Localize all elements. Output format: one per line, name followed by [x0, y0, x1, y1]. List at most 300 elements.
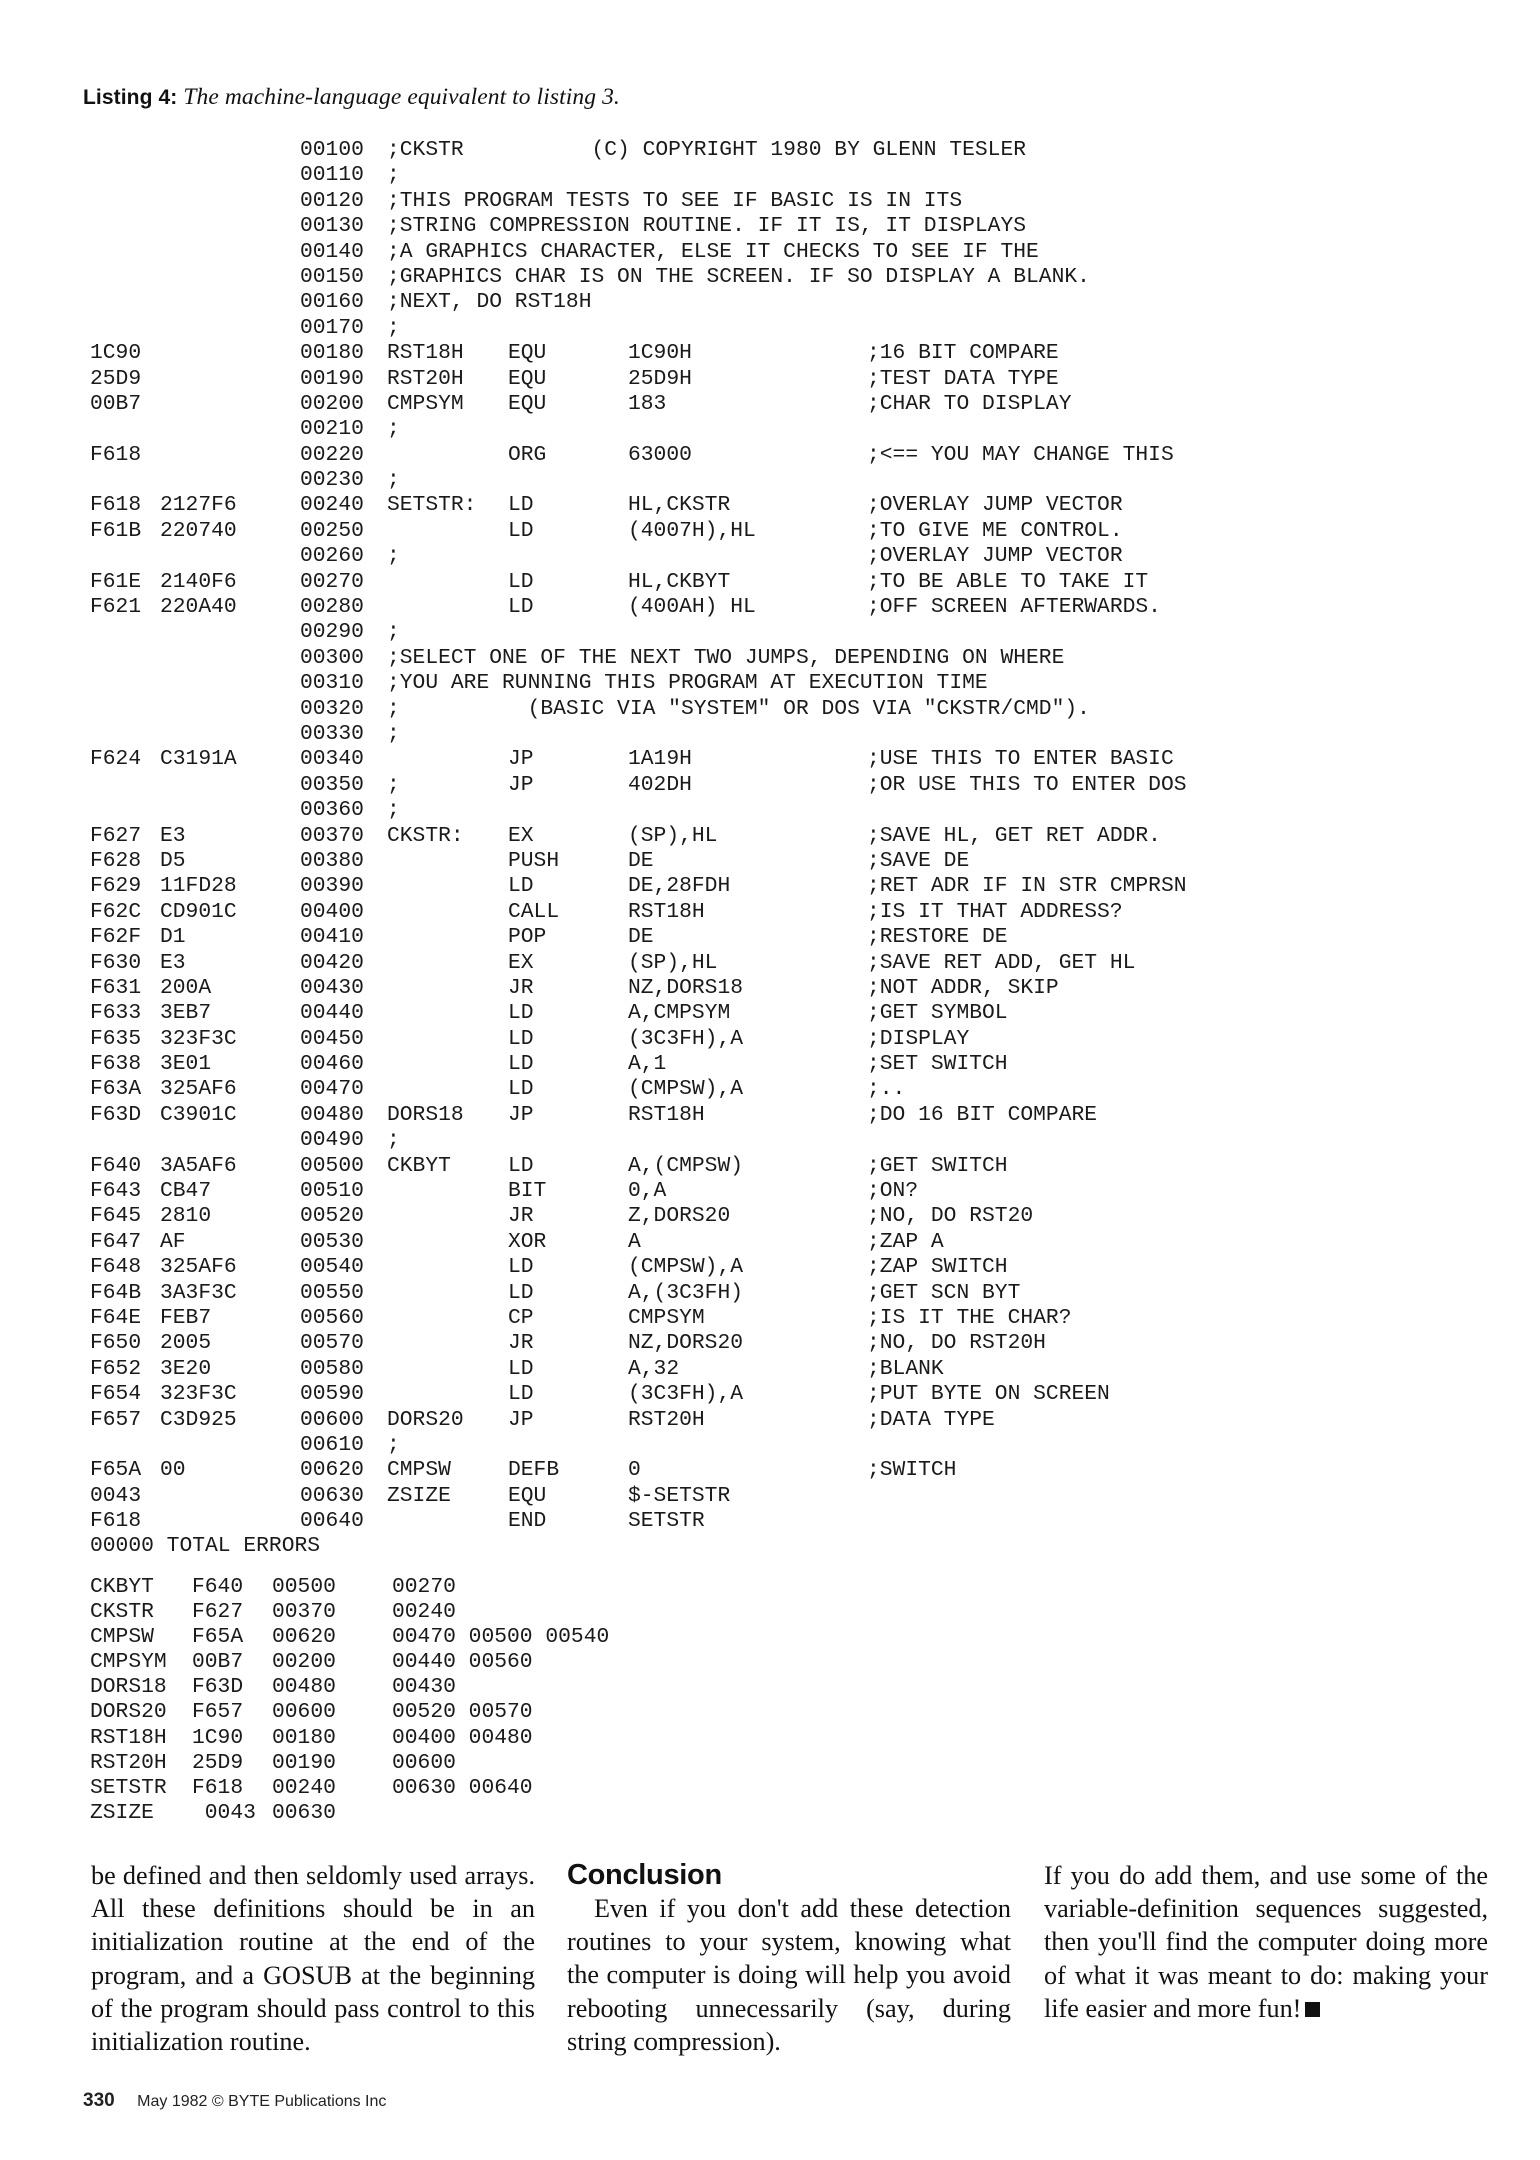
listing-ln: 00470 [300, 1077, 364, 1102]
listing-arg: 25D9H [628, 366, 692, 391]
listing-ln: 00570 [300, 1331, 364, 1356]
listing-op: BIT [508, 1179, 547, 1204]
listing-cmt: ;<== YOU MAY CHANGE THIS [867, 442, 1174, 467]
listing-cmt: ;GET SWITCH [867, 1153, 1008, 1178]
listing-code: C3901C [160, 1102, 237, 1127]
listing-cmt: ;TEST DATA TYPE [867, 366, 1059, 391]
conclusion-heading: Conclusion [567, 1859, 722, 1891]
listing-ln: 00320 [300, 696, 364, 721]
listing-ln: 00270 [300, 569, 364, 594]
xref-val: F657 [192, 1700, 244, 1725]
xref-line: 00630 [272, 1800, 336, 1825]
listing-code: 325AF6 [160, 1255, 237, 1280]
listing-code: 11FD28 [160, 874, 237, 899]
listing-arg: RST20H [628, 1407, 705, 1432]
listing-long: ; [387, 468, 400, 493]
listing-lbl: ; [387, 544, 400, 569]
body-column-3 [1044, 1859, 1488, 2025]
body-column-1 [91, 1859, 535, 2058]
listing-arg: 63000 [628, 442, 692, 467]
listing-op: LD [508, 595, 534, 620]
listing-ln: 00410 [300, 925, 364, 950]
listing-op: CP [508, 1305, 534, 1330]
listing-op: EQU [508, 1483, 547, 1508]
listing-arg: A [628, 1229, 641, 1254]
listing-arg: DE [628, 925, 654, 950]
listing-arg: (CMPSW),A [628, 1077, 744, 1102]
listing-ln: 00400 [300, 899, 364, 924]
listing-cmt: ;DISPLAY [867, 1026, 970, 1051]
listing-arg: Z,DORS20 [628, 1204, 731, 1229]
listing-ln: 00530 [300, 1229, 364, 1254]
listing-op: ORG [508, 442, 547, 467]
listing-ln: 00340 [300, 747, 364, 772]
listing-op: EQU [508, 366, 547, 391]
listing-op: LD [508, 1052, 534, 1077]
listing-ln: 00120 [300, 188, 364, 213]
xref-refs: 00440 00560 [392, 1650, 533, 1675]
listing-ln: 00130 [300, 214, 364, 239]
listing-cmt: ;ON? [867, 1179, 919, 1204]
listing-addr: F621 [90, 595, 142, 620]
xref-line: 00200 [272, 1650, 336, 1675]
listing-code: 3EB7 [160, 1001, 212, 1026]
listing-ln: 00260 [300, 544, 364, 569]
listing-code: 323F3C [160, 1026, 237, 1051]
listing-arg: DE [628, 848, 654, 873]
listing-arg: HL,CKBYT [628, 569, 731, 594]
listing-code: D5 [160, 848, 186, 873]
listing-op: LD [508, 569, 534, 594]
listing-cmt: ;PUT BYTE ON SCREEN [867, 1382, 1110, 1407]
xref-sym: CKBYT [90, 1575, 154, 1599]
xref-refs: 00400 00480 [392, 1725, 533, 1750]
xref-sym: DORS18 [90, 1675, 167, 1700]
listing-code: 325AF6 [160, 1077, 237, 1102]
listing-ln: 00370 [300, 823, 364, 848]
listing-op: EQU [508, 341, 547, 366]
listing-arg: A,32 [628, 1356, 680, 1381]
listing-arg: (3C3FH),A [628, 1382, 744, 1407]
listing-lbl: ZSIZE [387, 1483, 451, 1508]
xref-val: F627 [192, 1600, 244, 1625]
listing-op: LD [508, 1077, 534, 1102]
listing-ln: 00240 [300, 493, 364, 518]
xref-val: F63D [192, 1675, 244, 1700]
listing-lbl: CKSTR: [387, 823, 464, 848]
listing-arg: DE,28FDH [628, 874, 731, 899]
listing-addr: F631 [90, 975, 142, 1000]
listing-long: ; [387, 417, 400, 442]
listing-lbl: DORS20 [387, 1407, 464, 1432]
xref-refs: 00520 00570 [392, 1700, 533, 1725]
listing-addr: F647 [90, 1229, 142, 1254]
listing-addr: F633 [90, 1001, 142, 1026]
listing-ln: 00560 [300, 1305, 364, 1330]
xref-line: 00240 [272, 1775, 336, 1800]
listing-op: EX [508, 823, 534, 848]
listing-ln: 00250 [300, 518, 364, 543]
listing-long: ;CKSTR (C) COPYRIGHT 1980 BY GLENN TESLER [387, 138, 1027, 162]
listing-cmt: ;SAVE HL, GET RET ADDR. [867, 823, 1161, 848]
xref-sym: CMPSYM [90, 1650, 167, 1675]
listing-ln: 00360 [300, 798, 364, 823]
paragraph-final-text: If you do add them, and use some of the variable-definition sequences suggested, then you'll find the computer doing more of what it was meant to do: making your life easier and more fun! [1044, 1861, 1488, 2023]
listing-ln: 00520 [300, 1204, 364, 1229]
listing-addr: F648 [90, 1255, 142, 1280]
listing-cmt: ;.. [867, 1077, 906, 1102]
listing-lbl: ; [387, 772, 400, 797]
xref-sym: SETSTR [90, 1775, 167, 1800]
listing-arg: A,CMPSYM [628, 1001, 731, 1026]
listing-ln: 00150 [300, 264, 364, 289]
xref-val: F618 [192, 1775, 244, 1800]
listing-ln: 00290 [300, 620, 364, 645]
listing-long: ; [387, 798, 400, 823]
listing-arg: (4007H),HL [628, 518, 756, 543]
listing-op: JR [508, 1204, 534, 1229]
listing-ln: 00430 [300, 975, 364, 1000]
listing-ln: 00110 [300, 163, 364, 188]
listing-ln: 00610 [300, 1432, 364, 1457]
listing-caption [83, 84, 620, 111]
listing-ln: 00300 [300, 645, 364, 670]
listing-arg: NZ,DORS18 [628, 975, 744, 1000]
listing-ln: 00630 [300, 1483, 364, 1508]
listing-cmt: ;BLANK [867, 1356, 944, 1381]
listing-addr: F63A [90, 1077, 142, 1102]
listing-code: C3D925 [160, 1407, 237, 1432]
xref-refs: 00240 [392, 1600, 456, 1625]
listing-addr: F654 [90, 1382, 142, 1407]
xref-sym: RST20H [90, 1750, 167, 1775]
listing-arg: 402DH [628, 772, 692, 797]
listing-addr: F652 [90, 1356, 142, 1381]
listing-ln: 00100 [300, 138, 364, 162]
listing-cmt: ;16 BIT COMPARE [867, 341, 1059, 366]
xref-line: 00370 [272, 1600, 336, 1625]
listing-arg: (3C3FH),A [628, 1026, 744, 1051]
listing-addr: F61B [90, 518, 142, 543]
xref-val: 0043 [192, 1800, 256, 1825]
xref-refs: 00600 [392, 1750, 456, 1775]
listing-op: JP [508, 747, 534, 772]
listing-code: E3 [160, 823, 186, 848]
listing-op: POP [508, 925, 547, 950]
listing-cmt: ;OR USE THIS TO ENTER DOS [867, 772, 1187, 797]
total-errors: 00000 TOTAL ERRORS [90, 1534, 321, 1559]
listing-op: CALL [508, 899, 560, 924]
listing-cmt: ;SET SWITCH [867, 1052, 1008, 1077]
listing-op: LD [508, 1280, 534, 1305]
listing-arg: RST18H [628, 1102, 705, 1127]
listing-ln: 00500 [300, 1153, 364, 1178]
listing-ln: 00590 [300, 1382, 364, 1407]
listing-addr: F635 [90, 1026, 142, 1051]
listing-long: ; [387, 620, 400, 645]
listing-op: LD [508, 518, 534, 543]
listing-long: ; [387, 315, 400, 340]
listing-cmt: ;IS IT THAT ADDRESS? [867, 899, 1123, 924]
listing-cmt: ;USE THIS TO ENTER BASIC [867, 747, 1174, 772]
body-column-2 [567, 1859, 1011, 2058]
listing-addr: F64B [90, 1280, 142, 1305]
listing-ln: 00550 [300, 1280, 364, 1305]
listing-ln: 00540 [300, 1255, 364, 1280]
listing-long: ; (BASIC VIA "SYSTEM" OR DOS VIA "CKSTR/CMD"). [387, 696, 1090, 721]
xref-sym: DORS20 [90, 1700, 167, 1725]
listing-op: JP [508, 1407, 534, 1432]
listing-arg: 1A19H [628, 747, 692, 772]
listing-addr: F657 [90, 1407, 142, 1432]
xref-sym: CKSTR [90, 1600, 154, 1625]
listing-lbl: CMPSYM [387, 391, 464, 416]
listing-code: 2127F6 [160, 493, 237, 518]
listing-addr: F643 [90, 1179, 142, 1204]
listing-addr: F630 [90, 950, 142, 975]
listing-lbl: CKBYT [387, 1153, 451, 1178]
listing-cmt: ;OVERLAY JUMP VECTOR [867, 544, 1123, 569]
paragraph-conclusion: Even if you don't add these detection routines to your system, knowing what the computer is doing will help you avoid rebooting unnecessarily (say, during string compression). [567, 1894, 1011, 2056]
xref-line: 00180 [272, 1725, 336, 1750]
listing-cmt: ;OVERLAY JUMP VECTOR [867, 493, 1123, 518]
listing-ln: 00420 [300, 950, 364, 975]
xref-val: 00B7 [192, 1650, 244, 1675]
listing-code: 2005 [160, 1331, 212, 1356]
listing-arg: (CMPSW),A [628, 1255, 744, 1280]
listing-ln: 00230 [300, 468, 364, 493]
listing-arg: 0 [628, 1458, 641, 1483]
listing-addr: F628 [90, 848, 142, 873]
xref-line: 00190 [272, 1750, 336, 1775]
listing-lbl: SETSTR: [387, 493, 477, 518]
xref-refs: 00430 [392, 1675, 456, 1700]
listing-arg: HL,CKSTR [628, 493, 731, 518]
listing-code: 2140F6 [160, 569, 237, 594]
listing-cmt: ;ZAP A [867, 1229, 944, 1254]
listing-ln: 00200 [300, 391, 364, 416]
listing-long: ;A GRAPHICS CHARACTER, ELSE IT CHECKS TO SEE IF THE [387, 239, 1039, 264]
footer-text: May 1982 © BYTE Publications Inc [137, 2093, 387, 2110]
listing-op: LD [508, 1255, 534, 1280]
listing-op: EQU [508, 391, 547, 416]
paragraph-final [1044, 1859, 1488, 2025]
listing-cmt: ;IS IT THE CHAR? [867, 1305, 1072, 1330]
listing-cmt: ;SAVE DE [867, 848, 970, 873]
page-footer [83, 2090, 386, 2112]
listing-ln: 00460 [300, 1052, 364, 1077]
listing-cmt: ;GET SYMBOL [867, 1001, 1008, 1026]
listing-ln: 00450 [300, 1026, 364, 1051]
listing-arg: 0,A [628, 1179, 667, 1204]
listing-long: ;NEXT, DO RST18H [387, 290, 592, 315]
listing-cmt: ;CHAR TO DISPLAY [867, 391, 1072, 416]
listing-cmt: ;RET ADR IF IN STR CMPRSN [867, 874, 1187, 899]
listing-arg: A,(CMPSW) [628, 1153, 744, 1178]
xref-val: F65A [192, 1625, 244, 1650]
end-mark-icon [1305, 2002, 1320, 2017]
xref-line: 00620 [272, 1625, 336, 1650]
listing-op: END [508, 1509, 547, 1534]
listing-op: LD [508, 874, 534, 899]
listing-code: AF [160, 1229, 186, 1254]
listing-addr: F638 [90, 1052, 142, 1077]
listing-op: JP [508, 1102, 534, 1127]
listing-arg: NZ,DORS20 [628, 1331, 744, 1356]
listing-addr: F62F [90, 925, 142, 950]
listing-arg: (400AH) HL [628, 595, 756, 620]
listing-addr: F650 [90, 1331, 142, 1356]
listing-code: 3A3F3C [160, 1280, 237, 1305]
xref-refs: 00470 00500 00540 [392, 1625, 610, 1650]
listing-op: LD [508, 1026, 534, 1051]
listing-addr: F640 [90, 1153, 142, 1178]
listing-arg: (SP),HL [628, 950, 718, 975]
xref-val: F640 [192, 1575, 244, 1599]
xref-line: 00600 [272, 1700, 336, 1725]
listing-ln: 00160 [300, 290, 364, 315]
listing-arg: A,(3C3FH) [628, 1280, 744, 1305]
listing-ln: 00380 [300, 848, 364, 873]
listing-ln: 00390 [300, 874, 364, 899]
listing-ln: 00310 [300, 671, 364, 696]
listing-long: ;SELECT ONE OF THE NEXT TWO JUMPS, DEPENDING ON WHERE [387, 645, 1065, 670]
xref-val: 1C90 [192, 1725, 244, 1750]
listing-addr: F645 [90, 1204, 142, 1229]
listing-op: JR [508, 975, 534, 1000]
xref-val: 25D9 [192, 1750, 244, 1775]
listing-code: 220A40 [160, 595, 237, 620]
caption-text: The machine-language equivalent to listing 3. [183, 84, 620, 110]
listing-ln: 00180 [300, 341, 364, 366]
listing-cmt: ;RESTORE DE [867, 925, 1008, 950]
listing-ln: 00490 [300, 1128, 364, 1153]
listing-addr: 25D9 [90, 366, 142, 391]
listing-op: JR [508, 1331, 534, 1356]
listing-ln: 00210 [300, 417, 364, 442]
xref-sym: CMPSW [90, 1625, 154, 1650]
listing-op: LD [508, 1382, 534, 1407]
listing-code: CD901C [160, 899, 237, 924]
listing-ln: 00170 [300, 315, 364, 340]
listing-arg: $-SETSTR [628, 1483, 731, 1508]
listing-addr: 0043 [90, 1483, 142, 1508]
listing-arg: SETSTR [628, 1509, 705, 1534]
xref-line: 00500 [272, 1575, 336, 1599]
listing-addr: 1C90 [90, 341, 142, 366]
listing-long: ;THIS PROGRAM TESTS TO SEE IF BASIC IS IN ITS [387, 188, 963, 213]
listing-cmt: ;TO GIVE ME CONTROL. [867, 518, 1123, 543]
listing-addr: F624 [90, 747, 142, 772]
listing-addr: F618 [90, 493, 142, 518]
listing-long: ;STRING COMPRESSION ROUTINE. IF IT IS, IT DISPLAYS [387, 214, 1027, 239]
paragraph-arrays: be defined and then seldomly used arrays. All these definitions should be in an initialization routine at the end of the program, and a GOSUB at the beginning of the program should pass control to this initialization routine. [91, 1861, 535, 2057]
listing-long: ; [387, 1128, 400, 1153]
listing-lbl: RST18H [387, 341, 464, 366]
listing-code: C3191A [160, 747, 237, 772]
listing-ln: 00140 [300, 239, 364, 264]
listing-op: LD [508, 493, 534, 518]
listing-addr: F62C [90, 899, 142, 924]
listing-op: DEFB [508, 1458, 560, 1483]
listing-ln: 00350 [300, 772, 364, 797]
listing-cmt: ;DATA TYPE [867, 1407, 995, 1432]
listing-op: LD [508, 1356, 534, 1381]
listing-cmt: ;OFF SCREEN AFTERWARDS. [867, 595, 1161, 620]
listing-addr: F618 [90, 1509, 142, 1534]
listing-addr: F63D [90, 1102, 142, 1127]
listing-addr: 00B7 [90, 391, 142, 416]
xref-line: 00480 [272, 1675, 336, 1700]
listing-cmt: ;NO, DO RST20 [867, 1204, 1034, 1229]
listing-addr: F64E [90, 1305, 142, 1330]
listing-code: 3E20 [160, 1356, 212, 1381]
listing-cmt: ;NO, DO RST20H [867, 1331, 1046, 1356]
caption-label: Listing 4: [83, 86, 178, 109]
listing-op: LD [508, 1153, 534, 1178]
listing-addr: F65A [90, 1458, 142, 1483]
listing-arg: 183 [628, 391, 667, 416]
listing-cmt: ;SWITCH [867, 1458, 957, 1483]
listing-ln: 00190 [300, 366, 364, 391]
listing-ln: 00330 [300, 721, 364, 746]
xref-sym: RST18H [90, 1725, 167, 1750]
listing-cmt: ;SAVE RET ADD, GET HL [867, 950, 1136, 975]
listing-code: 2810 [160, 1204, 212, 1229]
listing-ln: 00600 [300, 1407, 364, 1432]
listing-ln: 00510 [300, 1179, 364, 1204]
listing-ln: 00640 [300, 1509, 364, 1534]
listing-code: 3A5AF6 [160, 1153, 237, 1178]
listing-arg: RST18H [628, 899, 705, 924]
listing-ln: 00280 [300, 595, 364, 620]
listing-lbl: DORS18 [387, 1102, 464, 1127]
listing-op: EX [508, 950, 534, 975]
listing-ln: 00580 [300, 1356, 364, 1381]
listing-code: 323F3C [160, 1382, 237, 1407]
listing-cmt: ;ZAP SWITCH [867, 1255, 1008, 1280]
listing-op: JP [508, 772, 534, 797]
listing-arg: CMPSYM [628, 1305, 705, 1330]
listing-addr: F627 [90, 823, 142, 848]
listing-code: 00 [160, 1458, 186, 1483]
listing-code: D1 [160, 925, 186, 950]
listing-ln: 00440 [300, 1001, 364, 1026]
listing-ln: 00620 [300, 1458, 364, 1483]
listing-long: ;YOU ARE RUNNING THIS PROGRAM AT EXECUTION TIME [387, 671, 988, 696]
listing-long: ; [387, 1432, 400, 1457]
listing-code: 3E01 [160, 1052, 212, 1077]
listing-addr: F618 [90, 442, 142, 467]
listing-arg: A,1 [628, 1052, 667, 1077]
listing-arg: 1C90H [628, 341, 692, 366]
listing-ln: 00480 [300, 1102, 364, 1127]
listing-lbl: RST20H [387, 366, 464, 391]
listing-addr: F629 [90, 874, 142, 899]
listing-lbl: CMPSW [387, 1458, 451, 1483]
page-number: 330 [83, 2090, 115, 2111]
listing-long: ;GRAPHICS CHAR IS ON THE SCREEN. IF SO DISPLAY A BLANK. [387, 264, 1090, 289]
xref-sym: ZSIZE [90, 1800, 154, 1825]
listing-cmt: ;DO 16 BIT COMPARE [867, 1102, 1098, 1127]
listing-cmt: ;TO BE ABLE TO TAKE IT [867, 569, 1149, 594]
xref-refs: 00270 [392, 1575, 456, 1599]
xref-refs: 00630 00640 [392, 1775, 533, 1800]
listing-long: ; [387, 163, 400, 188]
listing-code: FEB7 [160, 1305, 212, 1330]
listing-op: XOR [508, 1229, 547, 1254]
listing-ln: 00220 [300, 442, 364, 467]
